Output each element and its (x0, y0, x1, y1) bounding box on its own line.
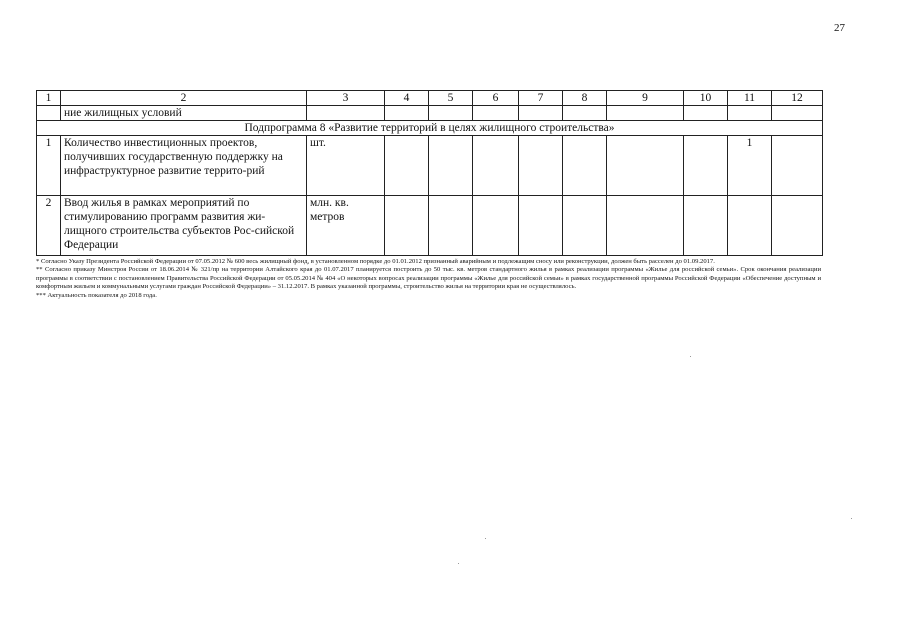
value-cell (519, 136, 563, 196)
column-number: 2 (61, 91, 307, 106)
value-cell (728, 196, 772, 256)
page-number: 27 (834, 22, 845, 34)
value-cell (429, 136, 473, 196)
table-row (37, 136, 823, 196)
header-row (37, 91, 823, 106)
value-cell (385, 136, 429, 196)
indicator-name: Количество инвестиционных проектов, получивших государственную поддержку на инфраструктурное развитие террито-рий (61, 136, 307, 196)
value-cell (772, 196, 823, 256)
value-cell (684, 196, 728, 256)
row-number: 1 (37, 136, 61, 196)
value-cell (563, 196, 607, 256)
column-number: 12 (772, 91, 823, 106)
value-cell (519, 196, 563, 256)
value-cell (772, 136, 823, 196)
indicators-table (36, 90, 823, 256)
indicator-name: Ввод жилья в рамках мероприятий по стимулированию программ развития жи-лищного строительства субъектов Рос-сийской Федерации (61, 196, 307, 256)
footnote: * Согласно Указу Президента Российской Федерации от 07.05.2012 № 600 весь жилищный фонд, в установленном порядке до 01.01.2012 признанный аварийным и подлежащим сносу или реконструкции, должен быть расселен до 01.09.2017. (36, 258, 715, 265)
value-cell (385, 196, 429, 256)
column-number: 10 (684, 91, 728, 106)
value-cell (607, 196, 684, 256)
column-number: 3 (307, 91, 385, 106)
value-cell (563, 136, 607, 196)
column-number: 4 (385, 91, 429, 106)
value-cell: 1 (728, 136, 772, 196)
row-number: 2 (37, 196, 61, 256)
continuation-row (37, 106, 823, 121)
value-cell (607, 136, 684, 196)
column-number: 5 (429, 91, 473, 106)
column-number: 9 (607, 91, 684, 106)
unit-cell: шт. (307, 136, 385, 196)
subprogram-title: Подпрограмма 8 «Развитие территорий в целях жилищного строительства» (37, 121, 823, 136)
value-cell (429, 196, 473, 256)
footnote: *** Актуальность показателя до 2018 года. (36, 291, 157, 299)
value-cell (473, 196, 519, 256)
column-number: 1 (37, 91, 61, 106)
subprogram-row (37, 121, 823, 136)
unit-cell: млн. кв. метров (307, 196, 385, 256)
footnote: ** Согласно приказу Минстроя России от 18.06.2014 № 321/пр на территории Алтайского края до 01.07.2017 планируется построить до 50 тыс. кв. метров стандартного жилья в рамках реализации программы «Жилье для российской семьи». Срок окончания реализации программы в соответствии с постановлением Правительства Российской Федерации от 05.05.2014 № 404 «О некоторых вопросах реализации программы «Жилье для российской семьи» в рамках государственной программы Российской Федерации «Обеспечение доступным и комфортным жильем и коммунальными услугами граждан Российской Федерации» – 31.12.2017. В рамках указанной программы, строительство жилья на территории края не осуществлялось. (36, 266, 821, 291)
column-number: 7 (519, 91, 563, 106)
value-cell (473, 136, 519, 196)
footnotes (36, 258, 821, 300)
column-number: 6 (473, 91, 519, 106)
table-row (37, 196, 823, 256)
column-number: 11 (728, 91, 772, 106)
continuation-text: ние жилищных условий (61, 106, 307, 121)
value-cell (684, 136, 728, 196)
column-number: 8 (563, 91, 607, 106)
